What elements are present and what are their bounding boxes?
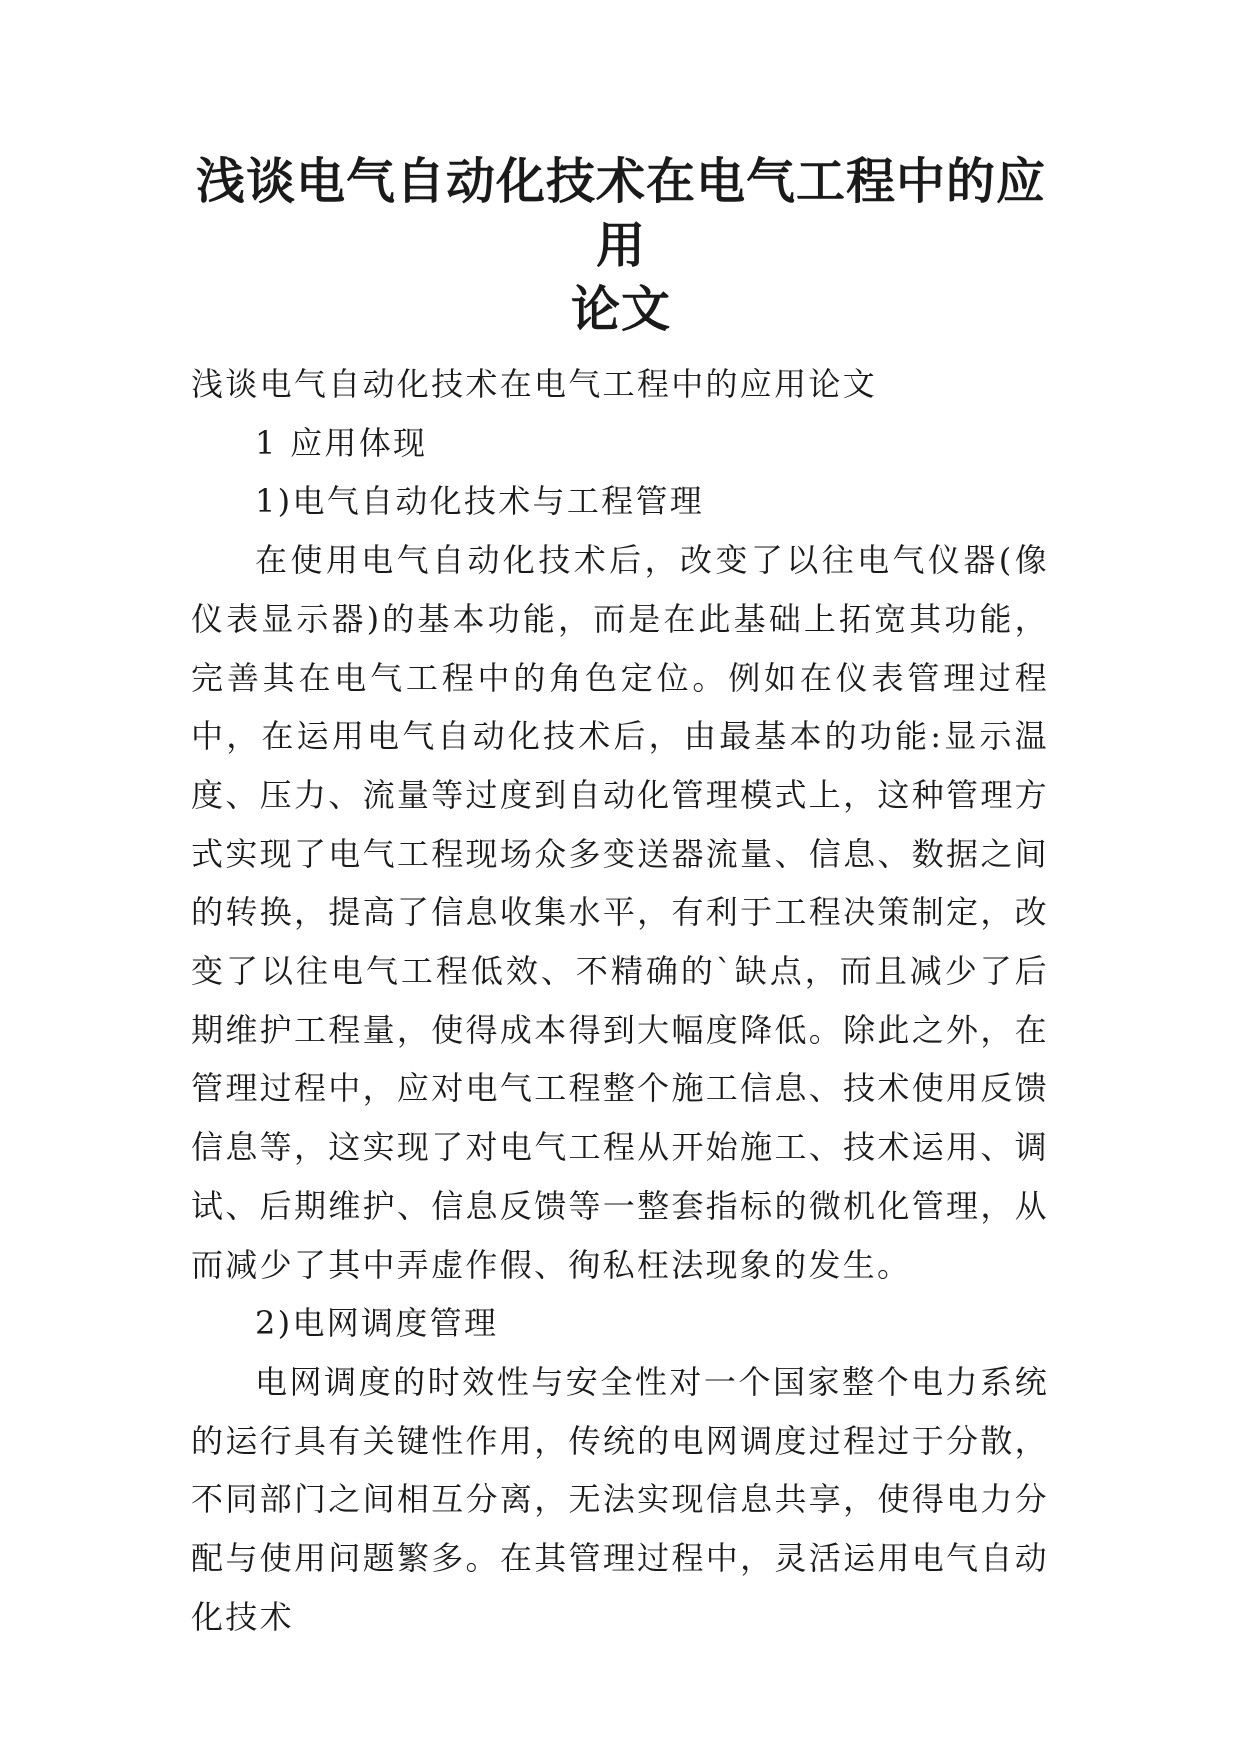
- subsection-heading-2: 2)电网调度管理: [255, 1304, 499, 1343]
- document-title: [180, 150, 1062, 342]
- title-line-1: 浅谈电气自动化技术在电气工程中的应用: [195, 153, 1046, 274]
- subsection-heading-1: 1)电气自动化技术与工程管理: [255, 482, 705, 521]
- title-line-2: 论文: [570, 281, 671, 338]
- body-paragraph-1: 在使用电气自动化技术后，改变了以往电气仪器(像仪表显示器)的基本功能，而是在此基础上拓宽其功能，完善其在电气工程中的角色定位。例如在仪表管理过程中，在运用电气自动化技术后，由最基本的功能:显示温度、压力、流量等过度到自动化管理模式上，这种管理方式实现了电气工程现场众多变送器流量、信息、数据之间的转换，提高了信息收集水平，有利于工程决策制定，改变了以往电气工程低效、不精确的`缺点，而且减少了后期维护工程量，使得成本得到大幅度降低。除此之外，在管理过程中，应对电气工程整个施工信息、技术使用反馈信息等，这实现了对电气工程从开始施工、技术运用、调试、后期维护、信息反馈等一整套指标的微机化管理，从而减少了其中弄虚作假、徇私枉法现象的发生。: [191, 541, 1049, 1284]
- section-heading-1: 1 应用体现: [255, 423, 428, 462]
- body-paragraph-2: 电网调度的时效性与安全性对一个国家整个电力系统的运行具有关键性作用，传统的电网调度过程过于分散，不同部门之间相互分离，无法实现信息共享，使得电力分配与使用问题繁多。在其管理过程中，灵活运用电气自动化技术: [191, 1362, 1049, 1636]
- document-body: [191, 355, 1049, 1646]
- subtitle-paragraph: 浅谈电气自动化技术在电气工程中的应用论文: [191, 365, 878, 403]
